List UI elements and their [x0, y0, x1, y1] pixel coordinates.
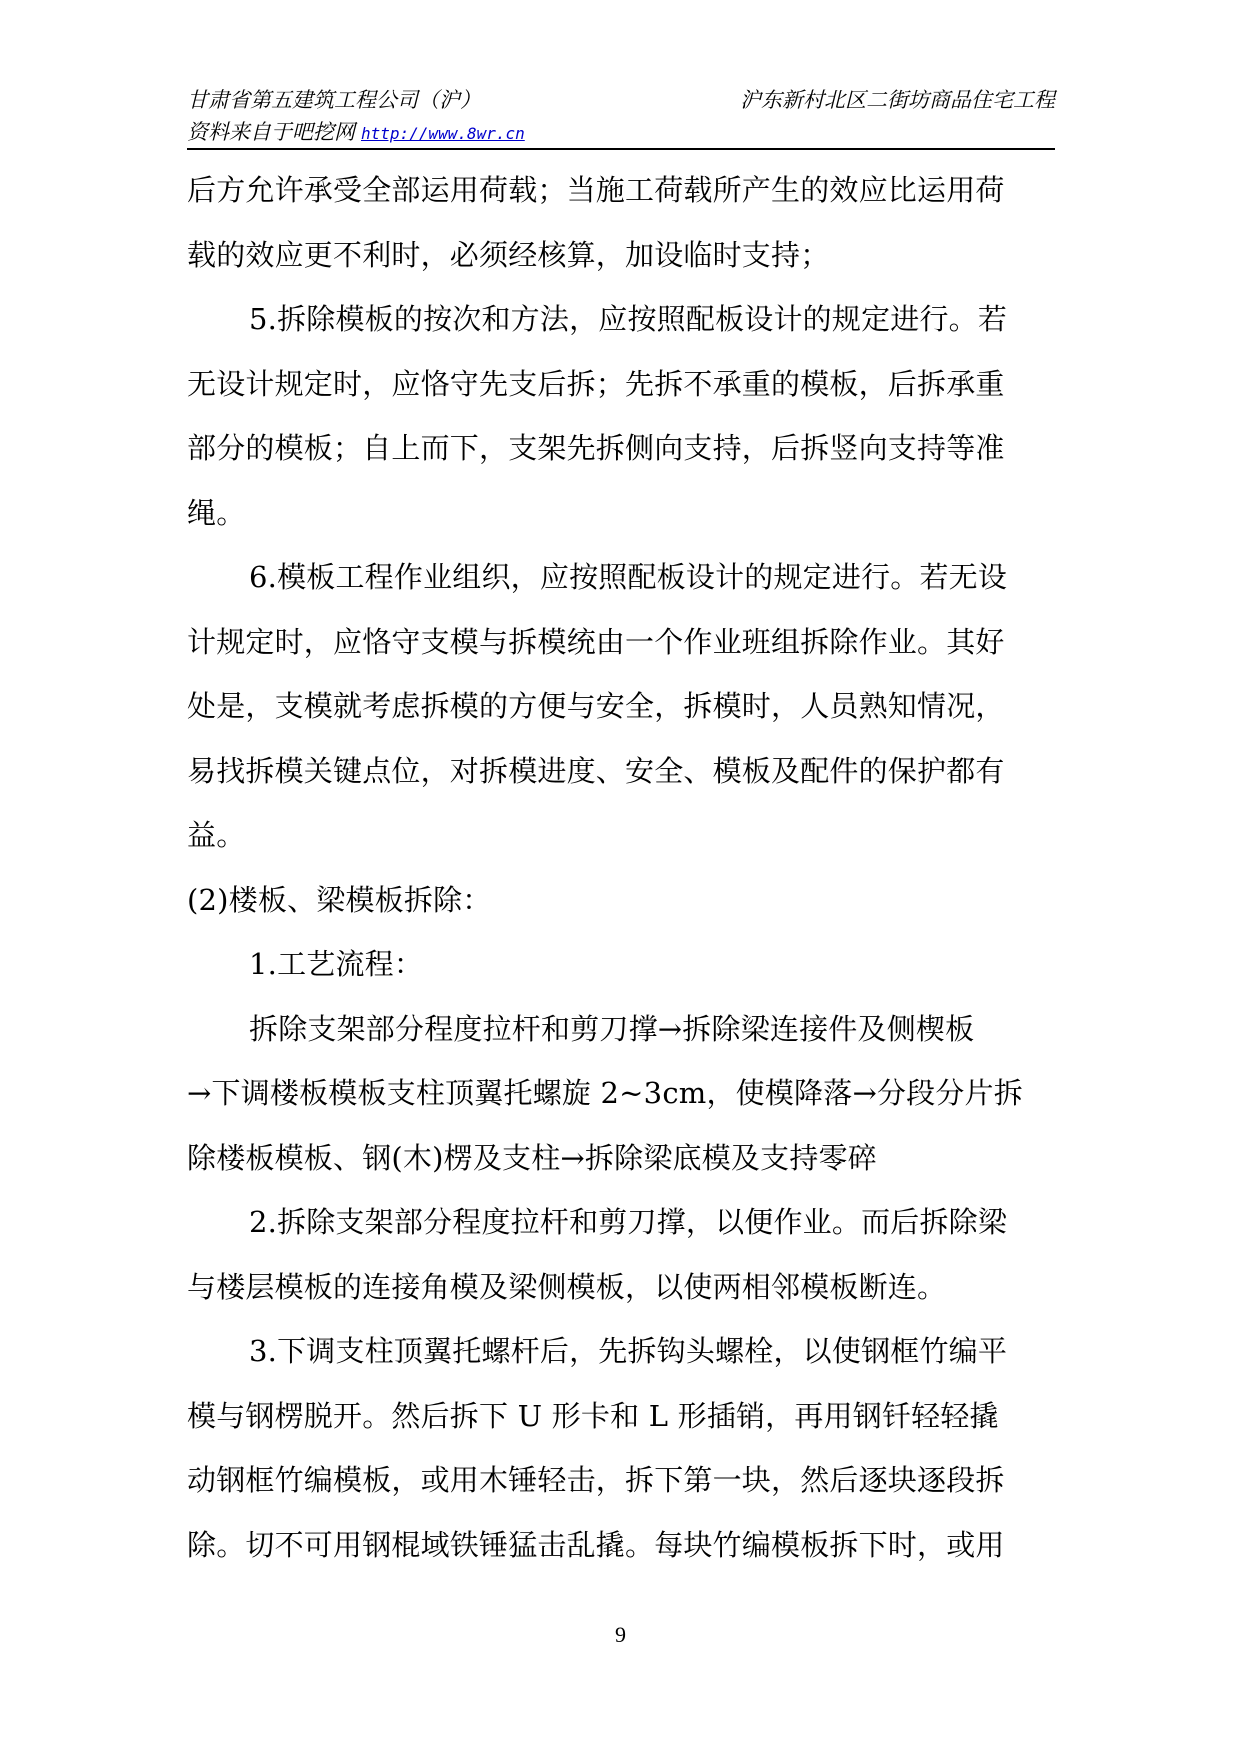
body-line: 计规定时，应恪守支模与拆模统由一个作业班组拆除作业。其好: [187, 624, 1005, 659]
body-line: 后方允许承受全部运用荷载；当施工荷载所产生的效应比运用荷: [187, 173, 1005, 207]
body-line: 1.工艺流程：: [249, 947, 424, 981]
page-number: 9: [615, 1622, 626, 1647]
body-line: 2.拆除支架部分程度拉杆和剪刀撑，以便作业。而后拆除梁: [249, 1205, 1008, 1239]
header-company: 甘肃省第五建筑工程公司（沪）: [187, 88, 481, 112]
section-heading: (2)楼板、梁模板拆除：: [187, 882, 492, 917]
body-line: 除楼板模板、钢(木)楞及支柱→拆除梁底模及支持零碎: [187, 1140, 877, 1175]
body-line: 拆除支架部分程度拉杆和剪刀撑→拆除梁连接件及侧楔板: [249, 1011, 975, 1046]
body-line: 绳。: [187, 495, 246, 530]
body-line: 模与钢楞脱开。然后拆下 U 形卡和 L 形插销，再用钢钎轻轻撬: [187, 1398, 999, 1433]
body-line: 易找拆模关键点位，对拆模进度、安全、模板及配件的保护都有: [187, 753, 1005, 788]
header-project: 沪东新村北区二街坊商品住宅工程: [740, 88, 1055, 112]
body-line: 3.下调支柱顶翼托螺杆后，先拆钩头螺栓，以使钢框竹编平: [249, 1334, 1008, 1368]
body-line: 载的效应更不利时，必须经核算，加设临时支持；: [187, 237, 830, 272]
header-source-text: 资料来自于吧挖网: [187, 120, 355, 144]
body-line: 与楼层模板的连接角模及梁侧模板，以使两相邻模板断连。: [187, 1269, 947, 1304]
body-line: 6.模板工程作业组织，应按照配板设计的规定进行。若无设: [249, 560, 1008, 594]
body-line: 部分的模板；自上而下，支架先拆侧向支持，后拆竖向支持等准: [187, 431, 1005, 465]
body-line: 5.拆除模板的按次和方法，应按照配板设计的规定进行。若: [249, 302, 1008, 336]
header-source-link[interactable]: http://www.8wr.cn: [361, 124, 525, 143]
body-line: 动钢框竹编模板，或用木锤轻击，拆下第一块，然后逐块逐段拆: [187, 1463, 1005, 1497]
document-body: [187, 158, 1059, 1577]
page-header: [187, 88, 1055, 150]
body-line: →下调楼板模板支柱顶翼托螺旋 2~3cm，使模降落→分段分片拆: [187, 1076, 1023, 1110]
body-line: 处是，支模就考虑拆模的方便与安全，拆模时，人员熟知情况，: [187, 689, 1005, 723]
header-source: [187, 120, 525, 146]
body-line: 除。切不可用钢棍域铁锤猛击乱撬。每块竹编模板拆下时，或用: [187, 1527, 1005, 1562]
body-line: 益。: [187, 818, 246, 852]
body-line: 无设计规定时，应恪守先支后拆；先拆不承重的模板，后拆承重: [187, 366, 1005, 401]
